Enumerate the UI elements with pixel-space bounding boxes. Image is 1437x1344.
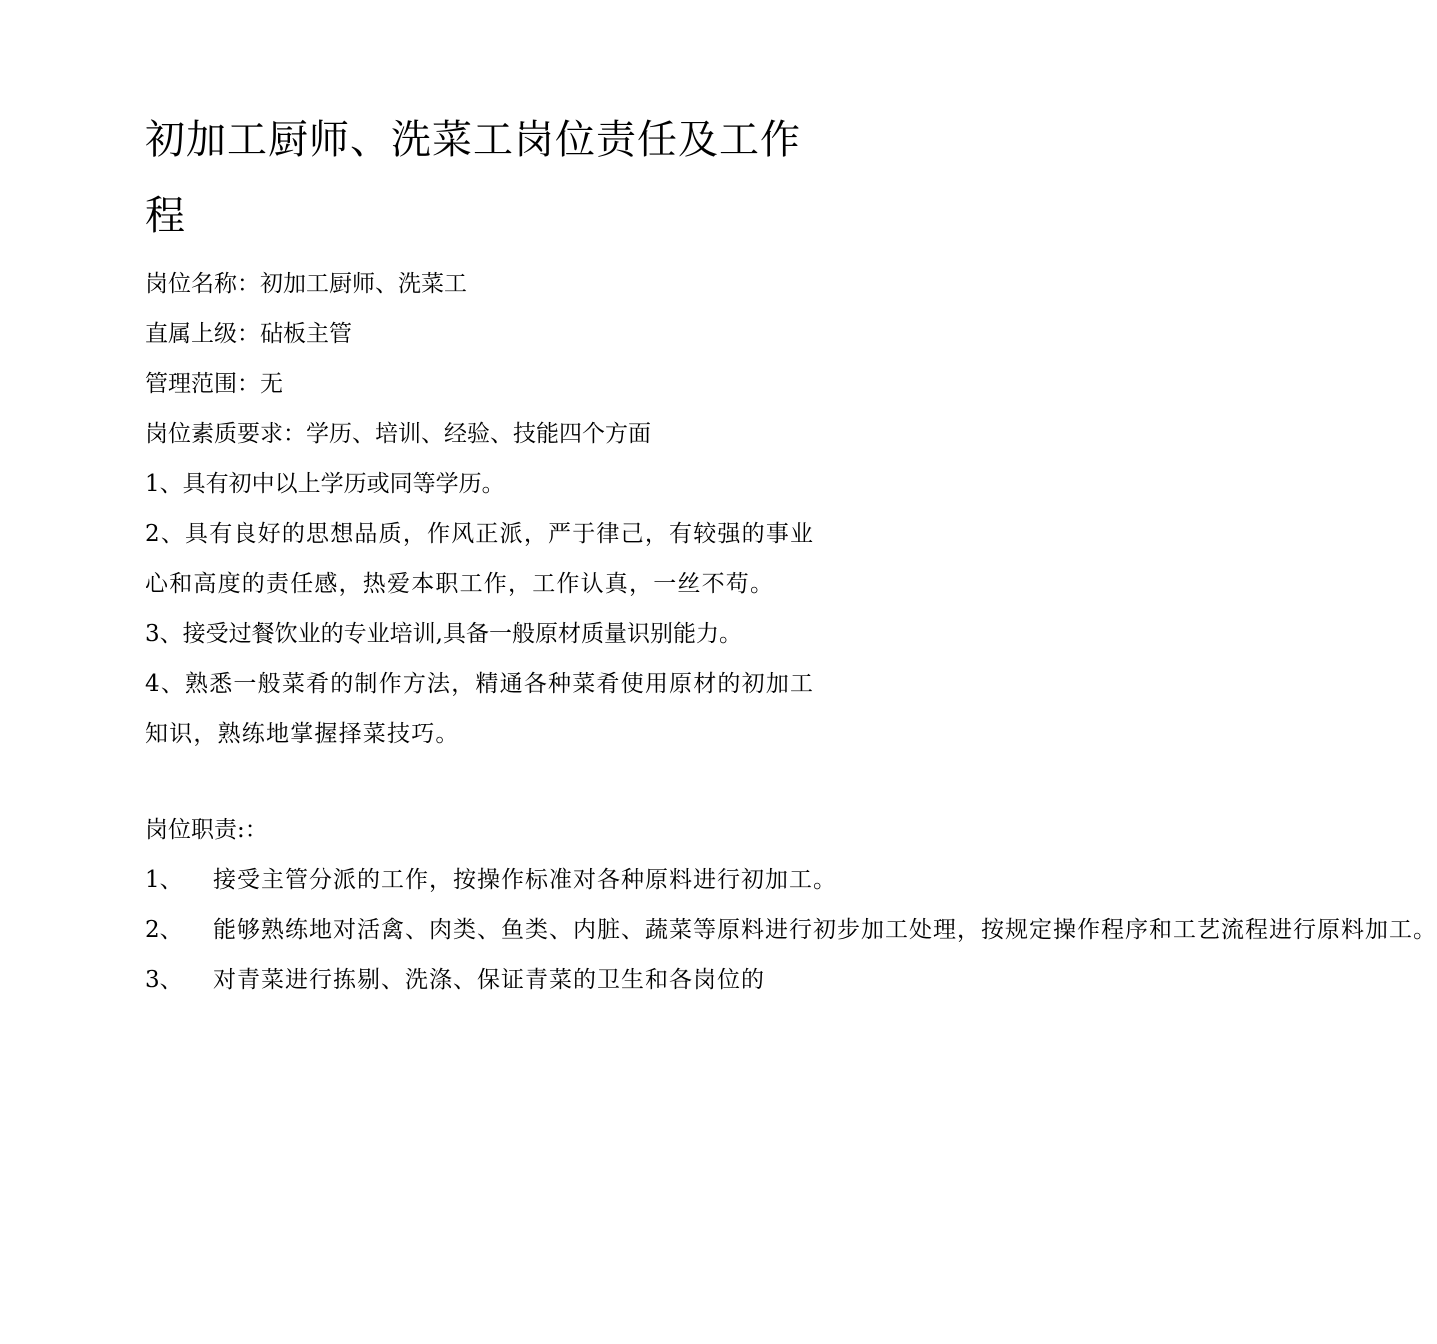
duty-item <box>145 905 1437 955</box>
duty-number: 3、 <box>145 967 183 993</box>
quality-requirements-line: 岗位素质要求：学历、培训、经验、技能四个方面 <box>145 421 651 447</box>
position-name-line: 岗位名称：初加工厨师、洗菜工 <box>145 271 467 297</box>
duty-item <box>145 955 825 1005</box>
duty-text: 对青菜进行拣剔、洗涤、保证青菜的卫生和各岗位的 <box>213 967 765 993</box>
duty-item <box>145 855 837 905</box>
superior-line: 直属上级：砧板主管 <box>145 321 352 347</box>
duty-number: 1、 <box>145 867 183 893</box>
section-spacer <box>145 759 825 805</box>
requirement-item: 4、熟悉一般菜肴的制作方法，精通各种菜肴使用原材的初加工知识，熟练地掌握择菜技巧。 <box>145 671 815 747</box>
requirement-item: 3、接受过餐饮业的专业培训,具备一般原材质量识别能力。 <box>145 621 742 647</box>
duty-number: 2、 <box>145 917 183 943</box>
duty-text: 接受主管分派的工作，按操作标准对各种原料进行初加工。 <box>213 867 837 893</box>
requirement-item: 2、具有良好的思想品质，作风正派，严于律己，有较强的事业心和高度的责任感，热爱本职工作，工作认真，一丝不苟。 <box>145 521 815 597</box>
scope-line: 管理范围：无 <box>145 371 283 397</box>
duties-heading: 岗位职责:： <box>145 817 268 843</box>
document-title: 初加工厨师、洗菜工岗位责任及工作程 <box>145 117 801 239</box>
requirement-item: 1、具有初中以上学历或同等学历。 <box>145 471 505 497</box>
duty-text: 能够熟练地对活禽、肉类、鱼类、内脏、蔬菜等原料进行初步加工处理，按规定操作程序和工艺流程进行原料加工。 <box>213 917 1437 943</box>
document-body <box>145 259 1437 1005</box>
